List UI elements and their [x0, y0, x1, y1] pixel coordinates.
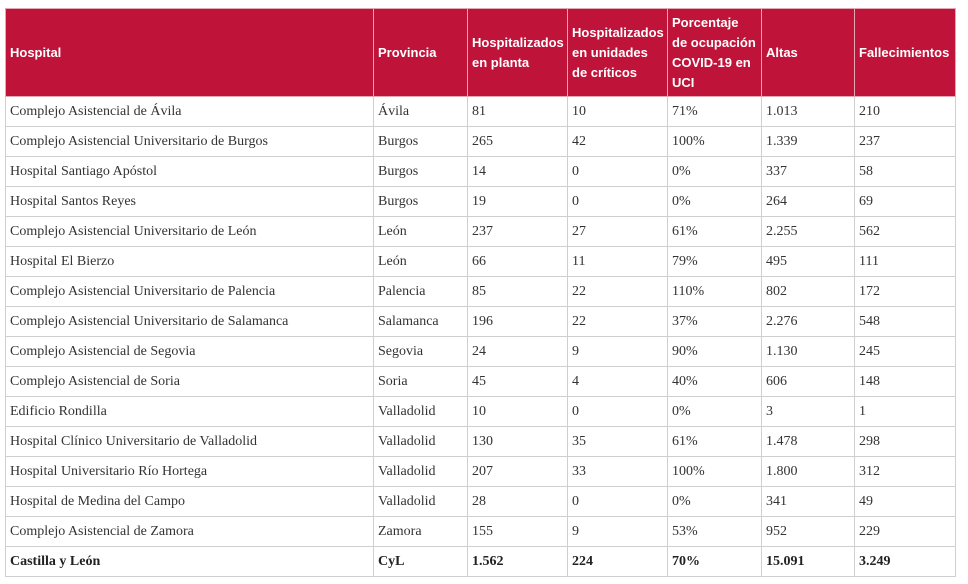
- criticos-cell: 0: [568, 397, 668, 427]
- hospital-cell: Edificio Rondilla: [6, 397, 374, 427]
- provincia-cell: Zamora: [374, 517, 468, 547]
- altas-cell: 2.276: [762, 307, 855, 337]
- ocupacion-cell: 90%: [668, 337, 762, 367]
- criticos-cell: 0: [568, 187, 668, 217]
- table-row: [6, 277, 956, 307]
- ocupacion-cell: 110%: [668, 277, 762, 307]
- criticos-cell: 22: [568, 277, 668, 307]
- criticos-cell: 0: [568, 157, 668, 187]
- hospital-cell: Complejo Asistencial Universitario de Burgos: [6, 127, 374, 157]
- provincia-cell: León: [374, 217, 468, 247]
- hospital-cell: Complejo Asistencial de Ávila: [6, 97, 374, 127]
- total-fallecimientos-cell: 3.249: [855, 547, 956, 577]
- criticos-cell: 9: [568, 337, 668, 367]
- criticos-cell: 10: [568, 97, 668, 127]
- header-row: [6, 9, 956, 97]
- table-row: [6, 157, 956, 187]
- table-row: [6, 307, 956, 337]
- planta-cell: 155: [468, 517, 568, 547]
- planta-cell: 28: [468, 487, 568, 517]
- header-altas: Altas: [762, 9, 855, 97]
- altas-cell: 1.800: [762, 457, 855, 487]
- provincia-cell: Salamanca: [374, 307, 468, 337]
- hospital-cell: Complejo Asistencial de Soria: [6, 367, 374, 397]
- ocupacion-cell: 0%: [668, 187, 762, 217]
- hospital-cell: Complejo Asistencial Universitario de Palencia: [6, 277, 374, 307]
- fallecimientos-cell: 58: [855, 157, 956, 187]
- altas-cell: 1.478: [762, 427, 855, 457]
- criticos-cell: 0: [568, 487, 668, 517]
- table-row: [6, 517, 956, 547]
- planta-cell: 237: [468, 217, 568, 247]
- header-hospitalizados-criticos: Hospitalizados en unidades de críticos: [568, 9, 668, 97]
- hospital-cell: Complejo Asistencial de Zamora: [6, 517, 374, 547]
- ocupacion-cell: 61%: [668, 217, 762, 247]
- ocupacion-cell: 0%: [668, 487, 762, 517]
- ocupacion-cell: 37%: [668, 307, 762, 337]
- planta-cell: 207: [468, 457, 568, 487]
- fallecimientos-cell: 69: [855, 187, 956, 217]
- planta-cell: 85: [468, 277, 568, 307]
- total-hospital-cell: Castilla y León: [6, 547, 374, 577]
- criticos-cell: 9: [568, 517, 668, 547]
- ocupacion-cell: 61%: [668, 427, 762, 457]
- table-row: [6, 487, 956, 517]
- fallecimientos-cell: 298: [855, 427, 956, 457]
- fallecimientos-cell: 229: [855, 517, 956, 547]
- fallecimientos-cell: 111: [855, 247, 956, 277]
- header-hospitalizados-planta: Hospitalizados en planta: [468, 9, 568, 97]
- fallecimientos-cell: 172: [855, 277, 956, 307]
- criticos-cell: 33: [568, 457, 668, 487]
- altas-cell: 495: [762, 247, 855, 277]
- planta-cell: 196: [468, 307, 568, 337]
- ocupacion-cell: 100%: [668, 457, 762, 487]
- provincia-cell: Burgos: [374, 157, 468, 187]
- planta-cell: 10: [468, 397, 568, 427]
- total-planta-cell: 1.562: [468, 547, 568, 577]
- provincia-cell: Segovia: [374, 337, 468, 367]
- table-row: [6, 397, 956, 427]
- planta-cell: 14: [468, 157, 568, 187]
- altas-cell: 337: [762, 157, 855, 187]
- provincia-cell: Ávila: [374, 97, 468, 127]
- table-row: [6, 247, 956, 277]
- planta-cell: 81: [468, 97, 568, 127]
- provincia-cell: Soria: [374, 367, 468, 397]
- planta-cell: 45: [468, 367, 568, 397]
- total-altas-cell: 15.091: [762, 547, 855, 577]
- header-hospital: Hospital: [6, 9, 374, 97]
- criticos-cell: 42: [568, 127, 668, 157]
- hospital-cell: Complejo Asistencial Universitario de León: [6, 217, 374, 247]
- altas-cell: 952: [762, 517, 855, 547]
- planta-cell: 24: [468, 337, 568, 367]
- ocupacion-cell: 79%: [668, 247, 762, 277]
- altas-cell: 264: [762, 187, 855, 217]
- table-row: [6, 97, 956, 127]
- criticos-cell: 22: [568, 307, 668, 337]
- total-row: [6, 547, 956, 577]
- provincia-cell: Palencia: [374, 277, 468, 307]
- header-ocupacion-uci: Porcentaje de ocupación COVID-19 en UCI: [668, 9, 762, 97]
- fallecimientos-cell: 1: [855, 397, 956, 427]
- fallecimientos-cell: 312: [855, 457, 956, 487]
- table-row: [6, 127, 956, 157]
- fallecimientos-cell: 562: [855, 217, 956, 247]
- altas-cell: 1.339: [762, 127, 855, 157]
- provincia-cell: Valladolid: [374, 397, 468, 427]
- provincia-cell: Valladolid: [374, 427, 468, 457]
- altas-cell: 2.255: [762, 217, 855, 247]
- fallecimientos-cell: 210: [855, 97, 956, 127]
- hospital-cell: Hospital Universitario Río Hortega: [6, 457, 374, 487]
- hospital-cell: Hospital Santos Reyes: [6, 187, 374, 217]
- altas-cell: 1.013: [762, 97, 855, 127]
- ocupacion-cell: 40%: [668, 367, 762, 397]
- criticos-cell: 11: [568, 247, 668, 277]
- hospital-table: [5, 8, 956, 577]
- ocupacion-cell: 71%: [668, 97, 762, 127]
- fallecimientos-cell: 49: [855, 487, 956, 517]
- altas-cell: 606: [762, 367, 855, 397]
- table-row: [6, 427, 956, 457]
- ocupacion-cell: 0%: [668, 397, 762, 427]
- fallecimientos-cell: 148: [855, 367, 956, 397]
- fallecimientos-cell: 548: [855, 307, 956, 337]
- hospital-cell: Hospital El Bierzo: [6, 247, 374, 277]
- table-row: [6, 187, 956, 217]
- total-provincia-cell: CyL: [374, 547, 468, 577]
- ocupacion-cell: 53%: [668, 517, 762, 547]
- planta-cell: 265: [468, 127, 568, 157]
- altas-cell: 341: [762, 487, 855, 517]
- header-fallecimientos: Fallecimientos: [855, 9, 956, 97]
- provincia-cell: Valladolid: [374, 457, 468, 487]
- fallecimientos-cell: 245: [855, 337, 956, 367]
- header-provincia: Provincia: [374, 9, 468, 97]
- planta-cell: 19: [468, 187, 568, 217]
- table-row: [6, 217, 956, 247]
- total-criticos-cell: 224: [568, 547, 668, 577]
- fallecimientos-cell: 237: [855, 127, 956, 157]
- planta-cell: 66: [468, 247, 568, 277]
- table-row: [6, 337, 956, 367]
- hospital-cell: Hospital Clínico Universitario de Valladolid: [6, 427, 374, 457]
- criticos-cell: 35: [568, 427, 668, 457]
- table-row: [6, 457, 956, 487]
- hospital-cell: Complejo Asistencial de Segovia: [6, 337, 374, 367]
- criticos-cell: 27: [568, 217, 668, 247]
- table-row: [6, 367, 956, 397]
- altas-cell: 3: [762, 397, 855, 427]
- hospital-cell: Hospital Santiago Apóstol: [6, 157, 374, 187]
- total-ocupacion-cell: 70%: [668, 547, 762, 577]
- altas-cell: 1.130: [762, 337, 855, 367]
- provincia-cell: Burgos: [374, 187, 468, 217]
- provincia-cell: Burgos: [374, 127, 468, 157]
- criticos-cell: 4: [568, 367, 668, 397]
- provincia-cell: León: [374, 247, 468, 277]
- hospital-cell: Complejo Asistencial Universitario de Salamanca: [6, 307, 374, 337]
- planta-cell: 130: [468, 427, 568, 457]
- provincia-cell: Valladolid: [374, 487, 468, 517]
- altas-cell: 802: [762, 277, 855, 307]
- ocupacion-cell: 100%: [668, 127, 762, 157]
- hospital-cell: Hospital de Medina del Campo: [6, 487, 374, 517]
- ocupacion-cell: 0%: [668, 157, 762, 187]
